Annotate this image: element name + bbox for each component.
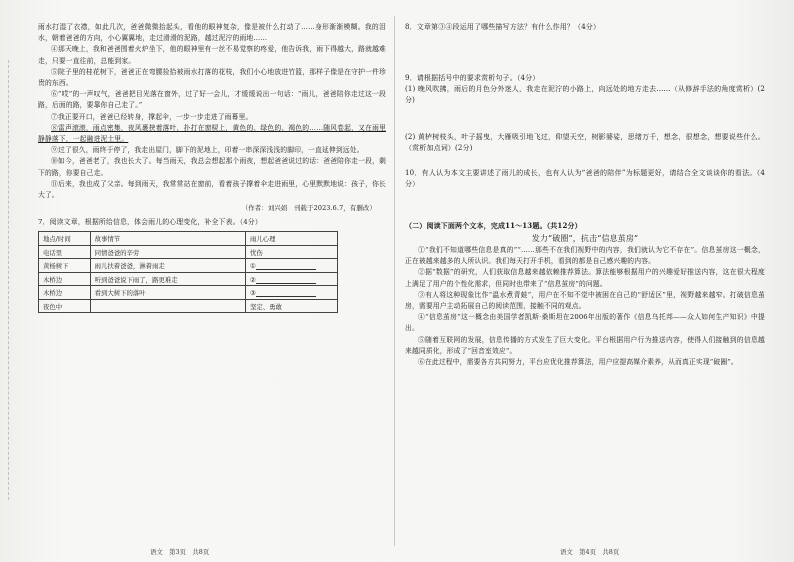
question-10: 10．有人认为本文主要讲述了雨儿的成长，也有人认为“爸爸的陪伴”为标题更好，请结合全文谈谈你的看法。（4分）	[405, 169, 765, 188]
question-9: 9．请根据括号中的要求赏析句子。（4分）	[405, 74, 540, 82]
article-paragraph-5: ⑤随着互联网的发展，信息传播的方式发生了巨大变化。平台根据用户行为推送内容，使得人们接触到的信息越来越同质化，形成了“回音室效应”。	[405, 335, 765, 355]
table-cell: 同情爸爸的辛劳	[90, 245, 245, 259]
table-header: 地点/时间	[39, 232, 91, 246]
answer-space-10[interactable]	[405, 190, 765, 216]
answer-space-8[interactable]	[405, 33, 765, 73]
paragraph-4: ④那天晚上，我和爸爸围着火炉坐下，他的眼神里有一丝不易觉察的疼爱，他告诉我，雨下得越大，路就越难走，只要一直往前，总能到家。	[38, 45, 386, 65]
page-footer-right: 语文 第4页 共8页	[560, 548, 620, 556]
answer-space-9-1[interactable]	[405, 106, 765, 132]
article-paragraph-1: ①“我们不知道哪些信息是真的”“……那些不在我们视野中的内容，我们就认为它不存在”。信息茧房这一概念，正在被越来越多的人所认识。我们每天打开手机，看到的都是自己感兴趣的内容。	[405, 246, 765, 266]
paragraph-9: ⑨过了很久，雨终于停了，我走出屋门，脚下的泥地上，印着一串深深浅浅的脚印，一直延伸到远处。	[51, 146, 364, 155]
article-paragraph-4: ④“信息茧房”这一概念由美国学者凯斯·桑斯坦在2006年出版的著作《信息乌托邦——众人如何生产知识》中提出。	[405, 313, 765, 333]
article-paragraph-3: ③有人将这种现象比作“温水煮青蛙”，用户在不知不觉中被困在自己的“舒适区”里，视野越来越窄。打破信息茧房，需要用户主动拓展自己的阅读范围，接触不同的观点。	[405, 290, 765, 311]
page-footer-left: 语文 第3页 共8页	[150, 548, 210, 556]
table-row	[39, 299, 338, 313]
paragraph-7: ⑦我正要开口，爸爸已经转身，撑起伞，一步一步走进了雨幕里。	[51, 112, 253, 121]
paragraph-11: ⑪后来，我也成了父亲。每到雨天，我常常站在窗前，看着孩子撑着伞走进雨里，心里默默地说：孩子，你长大了。	[38, 179, 386, 200]
question-7-table	[38, 231, 338, 313]
left-page	[38, 22, 386, 532]
article-source: （作者：刘兴娟 刊载于2023.6.7，有删改）	[241, 204, 376, 213]
answer-blank-cell[interactable]	[245, 259, 337, 273]
table-cell: 看到大树下的落叶	[90, 286, 245, 300]
section-title: （二）阅读下面两个文本，完成11～13题。（共12分）	[405, 221, 582, 230]
table-header-row	[39, 232, 338, 246]
answer-blank-3[interactable]	[256, 288, 316, 297]
question-7-prompt: 7．阅读文章，根据所给信息，体会雨儿的心理变化，补全下表。（4分）	[38, 218, 262, 227]
table-cell: 木桥边	[39, 272, 91, 286]
table-row	[39, 259, 338, 273]
article-title: 发力“破圈”，抗击“信息茧房”	[531, 234, 639, 243]
page-divider	[394, 16, 395, 546]
binding-margin	[8, 60, 27, 500]
article-paragraph-2: ②据“数据”的研究，人们获取信息越来越依赖推荐算法。算法能够根据用户的兴趣爱好推送内容，这在很大程度上满足了用户的个性化需求，但同时也带来了“信息茧房”的问题。	[405, 268, 765, 288]
paragraph-6: ⑥“哎”的一声叹气，爸爸把目光落在窗外，过了好一会儿，才缓缓说出一句话：“雨儿，爸爸陪你走过这一段路，后面的路，要靠你自己走了。”	[38, 90, 386, 110]
table-cell: 坚定、勇敢	[245, 299, 337, 313]
table-cell: 忧伤	[245, 245, 337, 259]
right-page	[405, 22, 765, 532]
table-cell	[90, 299, 245, 313]
answer-blank-cell[interactable]	[245, 286, 337, 300]
table-row	[39, 272, 338, 286]
table-row	[39, 245, 338, 259]
question-9-part-1: (1) 晚风吹拂，雨后的月色分外迷人，我走在泥泞的小路上，向远处的地方走去……（从修辞手法的角度赏析）(2分)	[405, 85, 765, 104]
table-header: 故事情节	[90, 232, 245, 246]
answer-space-9-2[interactable]	[405, 154, 765, 168]
question-8: 8．文章第③④段运用了哪些描写方法？有什么作用？（4分）	[405, 23, 601, 31]
table-cell: 木桥边	[39, 286, 91, 300]
table-cell: 电话里	[39, 245, 91, 259]
blank-number: ①	[249, 262, 256, 271]
answer-blank-cell[interactable]	[245, 272, 337, 286]
blank-number: ②	[249, 275, 256, 284]
table-cell: 听到爸爸说下雨了，路更难走	[90, 272, 245, 286]
question-9-part-2: (2) 黄栌树枝头，叶子摇曳，大雁吸引地飞过，仰望天空，树影婆娑，思绪万千，想念，很想念，想要说些什么。（赏析加点词）(2分)	[405, 133, 765, 152]
table-cell: 雨儿扶着爸爸，淋着雨走	[90, 259, 245, 273]
paragraph-10: ⑩如今，爸爸老了，我也长大了。每当雨天，我总会想起那个雨夜，想起爸爸说过的话：爸爸陪你走一段，剩下的路，你要自己走。	[38, 157, 386, 177]
table-row	[39, 286, 338, 300]
table-cell: 夜色中	[39, 299, 91, 313]
paragraph-8-underlined: ⑧雷声滚滚，雨点密集，夜风裹挟着落叶，扑打在窗棂上，黄色的、绿色的、褐色的……随风卷起，又在雨里静静落下，一起融进泥土里。	[38, 123, 386, 144]
table-cell: 黄杨树下	[39, 259, 91, 273]
article-paragraph-6: ⑥在此过程中，需要各方共同努力，平台应优化推荐算法，用户应提高媒介素养，从而真正实现“破圈”。	[418, 358, 738, 367]
table-header: 雨儿心理	[245, 232, 337, 246]
paragraph-continued: 雨水打湿了衣襟，如此几次，爸爸微微抬起头，看他的眼神复杂，像是被什么打动了……身形渐渐模糊。我的泪水，朝着爸爸的方向，小心翼翼地，走过滑滑的泥路，越过泥泞的雨地……	[38, 23, 386, 43]
answer-blank-2[interactable]	[256, 275, 316, 284]
paragraph-5: ⑤院子里的桂花树下，爸爸正在弯腰捡拾被雨水打落的花枝，我们小心地放进竹篮，那样子像是在守护一件珍贵的东西。	[38, 67, 386, 88]
blank-number: ③	[249, 289, 256, 298]
answer-blank-1[interactable]	[256, 261, 316, 270]
